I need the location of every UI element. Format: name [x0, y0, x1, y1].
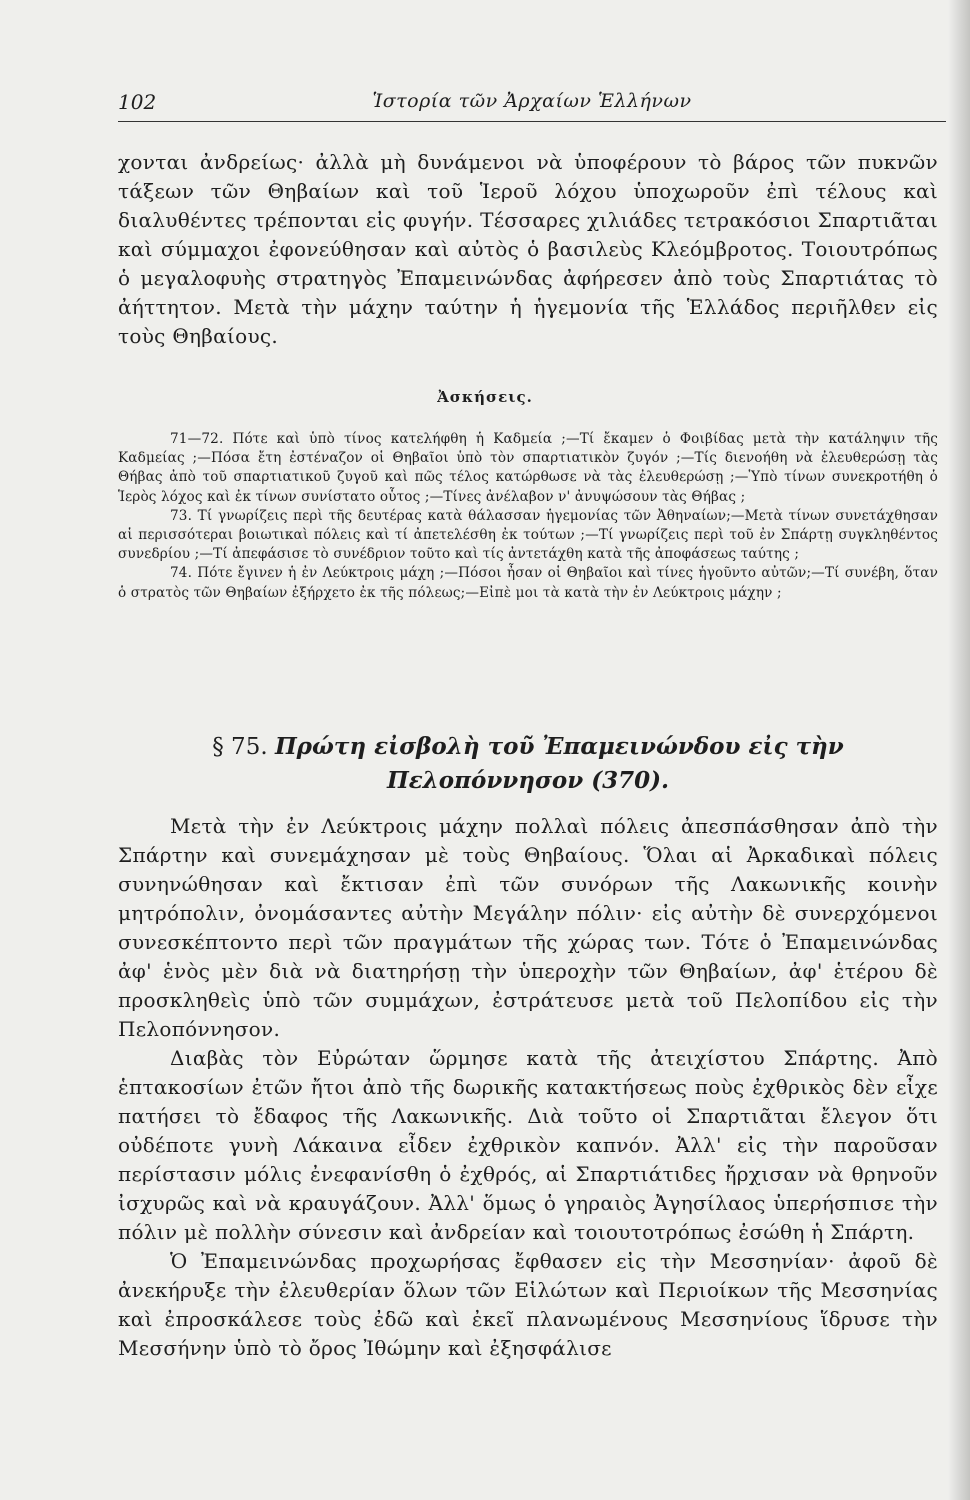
section-paragraph: Ὁ Ἐπαμεινώνδας προχωρήσας ἔφθασεν εἰς τὴν Μεσσηνίαν· ἀφοῦ δὲ ἀνεκήρυξε τὴν ἐλευθερίαν ὅλων τῶν Εἱλώτων καὶ Περιοίκων τῆς Μεσσηνίας καὶ ἐπροσκάλεσε τοὺς ἐδῶ καὶ ἐκεῖ πλανωμένους Μεσσηνίους ἵδρυσε τὴν Μεσσήνην ὑπὸ τὸ ὄρος Ἰθώμην καὶ ἐξησφάλισε — [118, 1249, 938, 1360]
header-rule — [118, 121, 946, 122]
running-title: Ἱστορία τῶν Ἀρχαίων Ἑλλήνων — [372, 90, 692, 112]
exercises-title: Ἀσκήσεις. — [437, 388, 533, 406]
section-title-part2: Πελοπόννησον (370). — [386, 767, 670, 794]
exercise-item: 73. Τί γνωρίζεις περὶ τῆς δευτέρας κατὰ θάλασσαν ἡγεμονίας τῶν Ἀθηναίων;—Μετὰ τίνων συνετάχθησαν αἱ περισσότεραι βοιωτικαὶ πόλεις καὶ τί ἀπετελέσθη ἐκ τούτων ;—Τί γνωρίζεις περὶ τοῦ ἐν Σπάρτῃ συγκληθέντος συνεδρίου ;—Τί ἀπεφάσισε τὸ συνέδριον τοῦτο καὶ τίς ἀντετάχθη κατὰ τῆς ἀποφάσεως ταύτης ; — [118, 507, 938, 563]
exercise-item: 71—72. Πότε καὶ ὑπὸ τίνος κατελήφθη ἡ Καδμεία ;—Τί ἔκαμεν ὁ Φοιβίδας μετὰ τὴν κατάληψιν τῆς Καδμείας ;—Πόσα ἔτη ἐστέναζον οἱ Θηβαῖοι ὑπὸ τὸν σπαρτιατικὸν ζυγόν ;—Τίς διενοήθη νὰ ἐλευθερώσῃ τὰς Θήβας ἀπὸ τοῦ σπαρτιατικοῦ ζυγοῦ καὶ πῶς τέλος κατώρθωσε νὰ τὰς ἐλευθερώσῃ ;—Ὑπὸ τίνων συνεκροτήθη ὁ Ἱερὸς λόχος καὶ ἐκ τίνων συνίστατο οὗτος ;—Τίνες ἀνέλαβον ν' ἀνυψώσουν τὰς Θήβας ; — [118, 431, 938, 505]
section-number: § 75. — [212, 734, 268, 760]
exercise-item: 74. Πότε ἔγινεν ἡ ἐν Λεύκτροις μάχη ;—Πόσοι ἦσαν οἱ Θηβαῖοι καὶ τίνες ἡγοῦντο αὐτῶν;—Τί συνέβη, ὅταν ὁ στρατὸς τῶν Θηβαίων ἐξήρχετο ἐκ τῆς πόλεως;—Εἰπὲ μοι τὰ κατὰ τὴν ἐν Λεύκτροις μάχην ; — [118, 565, 938, 601]
opening-paragraph: χονται ἀνδρείως· ἀλλὰ μὴ δυνάμενοι νὰ ὑποφέρουν τὸ βάρος τῶν πυκνῶν τάξεων τῶν Θηβαίων καὶ τοῦ Ἱεροῦ λόχου ὑποχωροῦν ἐπὶ τέλους καὶ διαλυθέντες τρέπονται εἰς φυγήν. Τέσσαρες χιλιάδες τετρακόσιοι Σπαρτιᾶται καὶ σύμμαχοι ἐφονεύθησαν καὶ αὐτὸς ὁ βασιλεὺς Κλεόμβροτος. Τοιουτρόπως ὁ μεγαλοφυὴς στρατηγὸς Ἐπαμεινώνδας ἀφήρεσεν ἀπὸ τοὺς Σπαρτιάτας τὸ ἀήττητον. Μετὰ τὴν μάχην ταύτην ἡ ἡγεμονία τῆς Ἑλλάδος περιῆλθεν εἰς τοὺς Θηβαίους. — [118, 150, 938, 348]
page-number: 102 — [118, 90, 157, 114]
section-body — [118, 812, 938, 1363]
page-header — [118, 86, 946, 126]
section-paragraph: Διαβὰς τὸν Εὐρώταν ὥρμησε κατὰ τῆς ἀτειχίστου Σπάρτης. Ἀπὸ ἑπτακοσίων ἐτῶν ἤτοι ἀπὸ τῆς δωρικῆς κατακτήσεως ποὺς ἐχθρικὸς δὲν εἶχε πατήσει τὸ ἔδαφος τῆς Λακωνικῆς. Διὰ τοῦτο οἱ Σπαρτιᾶται ἔλεγον ὅτι οὐδέποτε γυνὴ Λάκαινα εἶδεν ἐχθρικὸν καπνόν. Ἀλλ' εἰς τὴν παροῦσαν περίστασιν μόλις ἐνεφανίσθη ὁ ἐχθρός, αἱ Σπαρτιάτιδες ἤρχισαν νὰ θρηνοῦν ἰσχυρῶς καὶ νὰ κραυγάζουν. Ἀλλ' ὅμως ὁ γηραιὸς Ἀγησίλαος ὑπερήσπισε τὴν πόλιν μὲ πολλὴν σύνεσιν καὶ ἀνδρείαν καὶ τοιουτοτρόπως ἐσώθη ἡ Σπάρτη. — [118, 1046, 938, 1244]
section-paragraph: Μετὰ τὴν ἐν Λεύκτροις μάχην πολλαὶ πόλεις ἀπεσπάσθησαν ἀπὸ τὴν Σπάρτην καὶ συνεμάχησαν μὲ τοὺς Θηβαίους. Ὅλαι αἱ Ἀρκαδικαὶ πόλεις συνηνώθησαν καὶ ἔκτισαν ἐπὶ τῶν συνόρων τῆς Λακωνικῆς κοινὴν μητρόπολιν, ὀνομάσαντες αὐτὴν Μεγάλην πόλιν· εἰς αὐτὴν δὲ συνερχόμενοι συνεσκέπτοντο περὶ τῶν πραγμάτων τῆς χώρας των. Τότε ὁ Ἐπαμεινώνδας ἀφ' ἑνὸς μὲν διὰ νὰ διατηρήσῃ τὴν ὑπεροχὴν τῶν Θηβαίων, ἀφ' ἑτέρου δὲ προσκληθεὶς ὑπὸ τῶν συμμάχων, ἐστράτευσε μετὰ τοῦ Πελοπίδου εἰς τὴν Πελοπόννησον. — [118, 814, 938, 1041]
exercises-block — [118, 430, 938, 603]
page-edge-shadow — [948, 0, 970, 1500]
section-heading — [118, 730, 938, 798]
section-title-part1: Πρώτη εἰσβολὴ τοῦ Ἐπαμεινώνδου εἰς τὴν — [274, 733, 844, 760]
opening-paragraph-block — [118, 148, 938, 351]
section-heading-line1 — [118, 730, 938, 764]
